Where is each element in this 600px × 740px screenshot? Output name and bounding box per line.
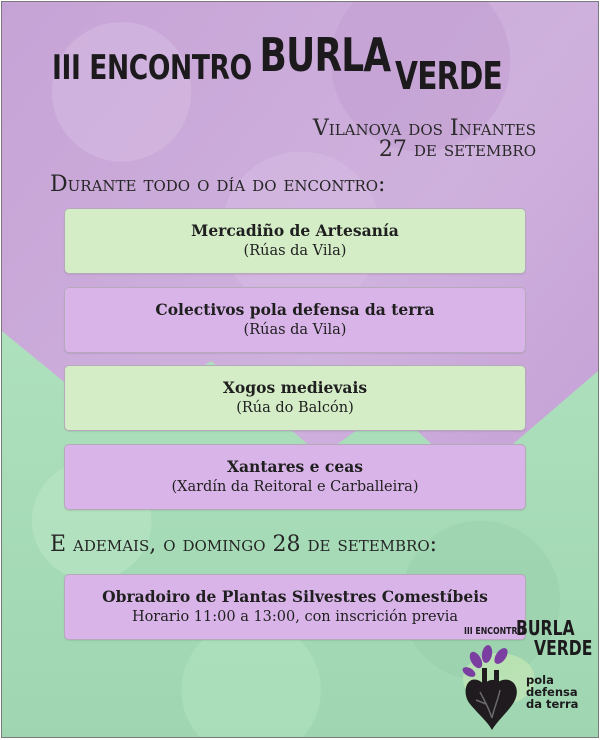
title-verde: VERDE	[395, 54, 503, 98]
event-name: Xantares e ceas	[226, 457, 364, 476]
event-location: (Rúas da Vila)	[243, 322, 347, 338]
workshop-details: Horario 11:00 a 13:00, con inscrición previa	[131, 609, 459, 625]
event-card	[64, 365, 526, 431]
event-location: (Xardín da Reitoral e Carballeira)	[171, 479, 419, 495]
event-location: (Rúa do Balcón)	[236, 400, 354, 416]
place-name: Vilanova dos Infantes	[312, 116, 536, 141]
event-location: (Rúas da Vila)	[243, 243, 347, 259]
event-name: Mercadiño de Artesanía	[191, 221, 399, 240]
event-date: 27 de setembro	[378, 137, 536, 162]
burla-verde-logo	[454, 614, 593, 734]
event-name: Xogos medievais	[222, 378, 368, 397]
logo-burla: BURLA	[516, 616, 575, 640]
section-heading-sunday: E ademais, o domingo 28 de setembro:	[50, 532, 438, 557]
event-card	[64, 444, 526, 510]
workshop-name: Obradoiro de Plantas Silvestres Comestíbeis	[102, 587, 488, 606]
logo-verde: VERDE	[534, 636, 593, 660]
poster-title	[52, 28, 503, 98]
title-encontro: III ENCONTRO	[52, 48, 252, 88]
event-poster	[1, 1, 599, 738]
logo-encontro: III ENCONTRO	[464, 626, 525, 637]
event-card	[64, 287, 526, 353]
place-date	[313, 118, 536, 160]
event-name: Colectivos pola defensa da terra	[155, 300, 435, 319]
title-burla: BURLA	[259, 28, 391, 82]
section-heading-all-day: Durante todo o día do encontro:	[50, 172, 386, 197]
logo-tagline: pola defensa da terra	[526, 673, 579, 711]
heart-with-plants-icon	[454, 644, 534, 734]
event-card	[64, 208, 526, 274]
